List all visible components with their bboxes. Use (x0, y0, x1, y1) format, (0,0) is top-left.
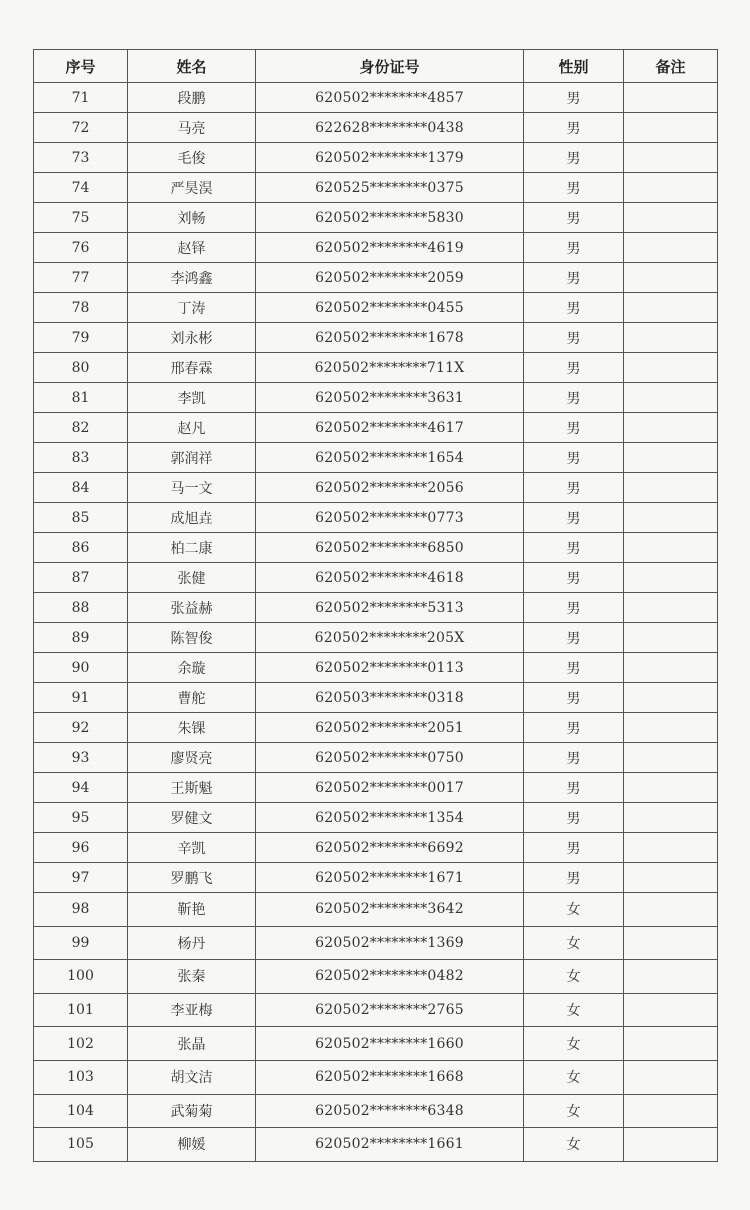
cell-name: 柳媛 (128, 1128, 256, 1162)
cell-gender: 男 (524, 323, 624, 353)
table-row (34, 893, 718, 927)
cell-id-number: 620502********2051 (256, 713, 524, 743)
cell-name: 毛俊 (128, 143, 256, 173)
cell-id-number: 620502********0455 (256, 293, 524, 323)
cell-remarks (624, 443, 718, 473)
cell-id-number: 620502********4618 (256, 563, 524, 593)
cell-id-number: 620502********0113 (256, 653, 524, 683)
cell-id-number: 620502********1369 (256, 926, 524, 960)
cell-gender: 男 (524, 143, 624, 173)
table-row (34, 383, 718, 413)
cell-id-number: 620502********1354 (256, 803, 524, 833)
cell-name: 廖贤亮 (128, 743, 256, 773)
table-row (34, 803, 718, 833)
cell-gender: 男 (524, 353, 624, 383)
cell-id-number: 620502********2765 (256, 993, 524, 1027)
cell-id-number: 620502********1660 (256, 1027, 524, 1061)
cell-serial-number: 99 (34, 926, 128, 960)
cell-name: 邢春霖 (128, 353, 256, 383)
cell-remarks (624, 173, 718, 203)
cell-remarks (624, 993, 718, 1027)
cell-name: 张益赫 (128, 593, 256, 623)
cell-gender: 女 (524, 1094, 624, 1128)
cell-gender: 男 (524, 443, 624, 473)
cell-name: 赵凡 (128, 413, 256, 443)
cell-remarks (624, 503, 718, 533)
cell-serial-number: 91 (34, 683, 128, 713)
cell-id-number: 620502********2059 (256, 263, 524, 293)
cell-serial-number: 100 (34, 960, 128, 994)
cell-name: 成旭垚 (128, 503, 256, 533)
table-row (34, 503, 718, 533)
cell-name: 靳艳 (128, 893, 256, 927)
cell-serial-number: 82 (34, 413, 128, 443)
cell-remarks (624, 533, 718, 563)
cell-remarks (624, 833, 718, 863)
table-row (34, 623, 718, 653)
cell-remarks (624, 713, 718, 743)
cell-gender: 男 (524, 533, 624, 563)
cell-serial-number: 76 (34, 233, 128, 263)
cell-name: 杨丹 (128, 926, 256, 960)
table-row (34, 1128, 718, 1162)
cell-serial-number: 102 (34, 1027, 128, 1061)
cell-serial-number: 79 (34, 323, 128, 353)
cell-serial-number: 77 (34, 263, 128, 293)
cell-name: 罗鹏飞 (128, 863, 256, 893)
cell-gender: 男 (524, 863, 624, 893)
cell-id-number: 620502********1661 (256, 1128, 524, 1162)
cell-gender: 男 (524, 503, 624, 533)
table-row (34, 143, 718, 173)
table-row (34, 413, 718, 443)
cell-serial-number: 71 (34, 83, 128, 113)
cell-id-number: 620502********1668 (256, 1060, 524, 1094)
cell-gender: 男 (524, 83, 624, 113)
cell-remarks (624, 473, 718, 503)
table-row (34, 863, 718, 893)
cell-serial-number: 72 (34, 113, 128, 143)
cell-name: 陈智俊 (128, 623, 256, 653)
cell-remarks (624, 353, 718, 383)
table-row (34, 1060, 718, 1094)
cell-id-number: 620502********5313 (256, 593, 524, 623)
cell-gender: 男 (524, 773, 624, 803)
cell-remarks (624, 323, 718, 353)
cell-id-number: 620502********0773 (256, 503, 524, 533)
cell-name: 丁涛 (128, 293, 256, 323)
table-row (34, 233, 718, 263)
cell-serial-number: 90 (34, 653, 128, 683)
cell-name: 刘永彬 (128, 323, 256, 353)
cell-name: 曹舵 (128, 683, 256, 713)
header-row (34, 50, 718, 83)
cell-remarks (624, 233, 718, 263)
cell-gender: 男 (524, 113, 624, 143)
roster-table (33, 49, 718, 1162)
cell-id-number: 620502********0017 (256, 773, 524, 803)
table-row (34, 593, 718, 623)
table-row (34, 713, 718, 743)
cell-id-number: 620502********1671 (256, 863, 524, 893)
cell-remarks (624, 383, 718, 413)
cell-id-number: 620502********3642 (256, 893, 524, 927)
cell-remarks (624, 863, 718, 893)
cell-gender: 男 (524, 803, 624, 833)
cell-gender: 男 (524, 743, 624, 773)
cell-name: 李亚梅 (128, 993, 256, 1027)
document-page (33, 49, 717, 1162)
cell-serial-number: 93 (34, 743, 128, 773)
table-row (34, 323, 718, 353)
cell-serial-number: 78 (34, 293, 128, 323)
cell-gender: 男 (524, 173, 624, 203)
cell-id-number: 620502********4619 (256, 233, 524, 263)
cell-id-number: 620502********6692 (256, 833, 524, 863)
cell-serial-number: 101 (34, 993, 128, 1027)
cell-gender: 男 (524, 563, 624, 593)
header-name: 姓名 (128, 50, 256, 83)
cell-remarks (624, 803, 718, 833)
cell-id-number: 620502********4857 (256, 83, 524, 113)
cell-gender: 男 (524, 683, 624, 713)
cell-id-number: 620502********1379 (256, 143, 524, 173)
table-row (34, 563, 718, 593)
cell-remarks (624, 593, 718, 623)
table-row (34, 960, 718, 994)
cell-name: 马亮 (128, 113, 256, 143)
cell-gender: 男 (524, 473, 624, 503)
cell-remarks (624, 623, 718, 653)
cell-serial-number: 92 (34, 713, 128, 743)
cell-name: 武菊菊 (128, 1094, 256, 1128)
table-row (34, 773, 718, 803)
cell-name: 王斯魁 (128, 773, 256, 803)
cell-id-number: 620502********0750 (256, 743, 524, 773)
cell-remarks (624, 203, 718, 233)
cell-serial-number: 84 (34, 473, 128, 503)
cell-gender: 女 (524, 960, 624, 994)
cell-gender: 男 (524, 623, 624, 653)
cell-serial-number: 94 (34, 773, 128, 803)
cell-name: 柏二康 (128, 533, 256, 563)
cell-remarks (624, 113, 718, 143)
cell-id-number: 620502********3631 (256, 383, 524, 413)
cell-gender: 女 (524, 1027, 624, 1061)
cell-serial-number: 103 (34, 1060, 128, 1094)
cell-serial-number: 87 (34, 563, 128, 593)
table-row (34, 113, 718, 143)
cell-name: 张晶 (128, 1027, 256, 1061)
cell-remarks (624, 1128, 718, 1162)
cell-gender: 男 (524, 293, 624, 323)
table-row (34, 926, 718, 960)
cell-id-number: 620502********2056 (256, 473, 524, 503)
cell-id-number: 620502********1678 (256, 323, 524, 353)
cell-id-number: 620502********6348 (256, 1094, 524, 1128)
table-row (34, 683, 718, 713)
cell-name: 胡文洁 (128, 1060, 256, 1094)
cell-remarks (624, 893, 718, 927)
cell-gender: 男 (524, 713, 624, 743)
cell-id-number: 622628********0438 (256, 113, 524, 143)
cell-serial-number: 105 (34, 1128, 128, 1162)
cell-id-number: 620502********205X (256, 623, 524, 653)
cell-serial-number: 73 (34, 143, 128, 173)
cell-remarks (624, 1027, 718, 1061)
cell-remarks (624, 926, 718, 960)
cell-gender: 男 (524, 263, 624, 293)
cell-name: 李鸿鑫 (128, 263, 256, 293)
cell-serial-number: 83 (34, 443, 128, 473)
cell-id-number: 620502********4617 (256, 413, 524, 443)
table-row (34, 1094, 718, 1128)
cell-serial-number: 75 (34, 203, 128, 233)
cell-name: 余璇 (128, 653, 256, 683)
cell-remarks (624, 263, 718, 293)
cell-gender: 男 (524, 593, 624, 623)
cell-name: 朱锞 (128, 713, 256, 743)
cell-id-number: 620502********0482 (256, 960, 524, 994)
cell-remarks (624, 563, 718, 593)
table-row (34, 743, 718, 773)
cell-name: 马一文 (128, 473, 256, 503)
header-gender: 性别 (524, 50, 624, 83)
cell-name: 张秦 (128, 960, 256, 994)
cell-serial-number: 88 (34, 593, 128, 623)
table-row (34, 443, 718, 473)
cell-gender: 女 (524, 926, 624, 960)
cell-serial-number: 104 (34, 1094, 128, 1128)
cell-name: 刘畅 (128, 203, 256, 233)
cell-serial-number: 74 (34, 173, 128, 203)
cell-remarks (624, 413, 718, 443)
table-row (34, 293, 718, 323)
cell-remarks (624, 683, 718, 713)
cell-name: 段鹏 (128, 83, 256, 113)
cell-name: 赵铎 (128, 233, 256, 263)
cell-serial-number: 80 (34, 353, 128, 383)
table-row (34, 473, 718, 503)
table-row (34, 653, 718, 683)
cell-serial-number: 81 (34, 383, 128, 413)
cell-id-number: 620525********0375 (256, 173, 524, 203)
table-row (34, 83, 718, 113)
roster-body (34, 83, 718, 1162)
table-row (34, 263, 718, 293)
cell-name: 严昊淏 (128, 173, 256, 203)
table-row (34, 353, 718, 383)
table-row (34, 1027, 718, 1061)
cell-name: 张健 (128, 563, 256, 593)
cell-gender: 男 (524, 413, 624, 443)
cell-remarks (624, 293, 718, 323)
cell-serial-number: 85 (34, 503, 128, 533)
cell-serial-number: 86 (34, 533, 128, 563)
table-row (34, 993, 718, 1027)
cell-remarks (624, 143, 718, 173)
cell-remarks (624, 1094, 718, 1128)
cell-serial-number: 96 (34, 833, 128, 863)
cell-remarks (624, 743, 718, 773)
table-row (34, 173, 718, 203)
cell-remarks (624, 83, 718, 113)
table-row (34, 533, 718, 563)
table-row (34, 833, 718, 863)
header-remarks: 备注 (624, 50, 718, 83)
cell-serial-number: 95 (34, 803, 128, 833)
cell-id-number: 620502********5830 (256, 203, 524, 233)
cell-gender: 男 (524, 833, 624, 863)
cell-serial-number: 98 (34, 893, 128, 927)
cell-id-number: 620503********0318 (256, 683, 524, 713)
cell-serial-number: 97 (34, 863, 128, 893)
cell-remarks (624, 960, 718, 994)
cell-name: 罗健文 (128, 803, 256, 833)
cell-gender: 男 (524, 233, 624, 263)
cell-serial-number: 89 (34, 623, 128, 653)
cell-name: 郭润祥 (128, 443, 256, 473)
cell-id-number: 620502********6850 (256, 533, 524, 563)
cell-name: 辛凯 (128, 833, 256, 863)
cell-id-number: 620502********1654 (256, 443, 524, 473)
cell-gender: 男 (524, 653, 624, 683)
cell-gender: 女 (524, 1128, 624, 1162)
cell-gender: 女 (524, 893, 624, 927)
table-row (34, 203, 718, 233)
cell-remarks (624, 1060, 718, 1094)
cell-name: 李凯 (128, 383, 256, 413)
cell-id-number: 620502********711X (256, 353, 524, 383)
cell-remarks (624, 653, 718, 683)
cell-gender: 男 (524, 203, 624, 233)
cell-gender: 女 (524, 1060, 624, 1094)
cell-gender: 男 (524, 383, 624, 413)
cell-remarks (624, 773, 718, 803)
header-serial-number: 序号 (34, 50, 128, 83)
header-id-number: 身份证号 (256, 50, 524, 83)
cell-gender: 女 (524, 993, 624, 1027)
